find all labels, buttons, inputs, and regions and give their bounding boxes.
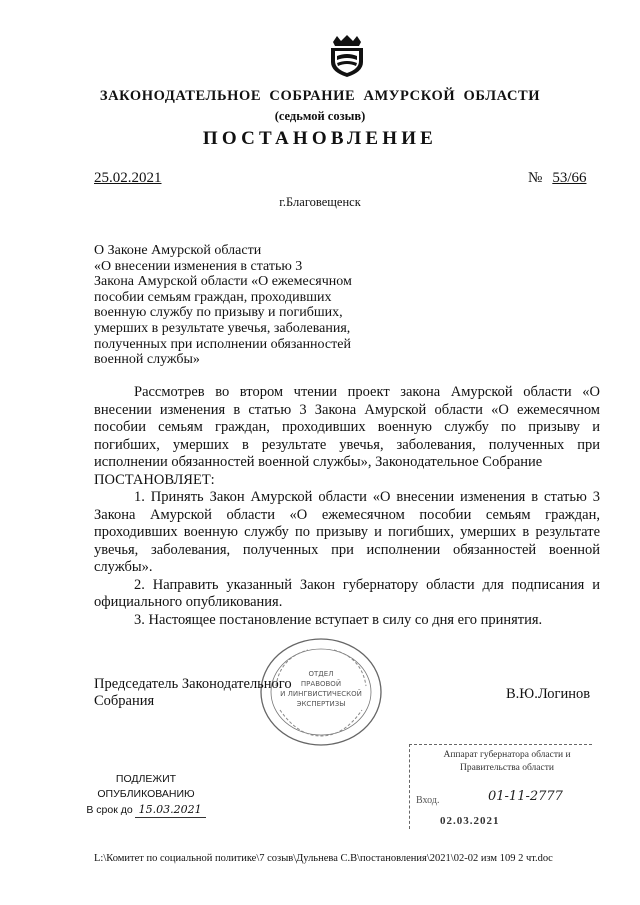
number-prefix: № [528,170,543,186]
subject-line: О Законе Амурской области [94,243,262,258]
city: г.Благовещенск [279,195,361,209]
subject-line: полученных при исполнении обязанностей [94,336,351,352]
publication-line-1: ПОДЛЕЖИТ [115,773,177,785]
stamp-line: ЭКСПЕРТИЗЫ [296,700,346,708]
received-stamp-line-1: Аппарат губернатора области и [443,750,571,760]
resolution-date: 25.02.2021 [94,170,162,186]
body-item-3: 3. Настоящее постановление вступает в силу со дня его принятия. [134,611,543,628]
received-date: 02.03.2021 [440,815,500,827]
amur-region-coat-of-arms-icon [327,34,367,78]
resolution-number [528,170,586,187]
body-item-1: 1. Принять Закон Амурской области «О внесении изменения в статью 3 Закона Амурской области «О ежемесячном пособии семьям граждан, проходивших военную службу по призыву и погибших, умерших в результате увечья, заболевания, полученных при исполнении обязанностей военной службы». [94,489,600,575]
signature-title [94,676,292,710]
organization-name: ЗАКОНОДАТЕЛЬНОЕ СОБРАНИЕ АМУРСКОЙ ОБЛАСТИ [99,88,541,104]
deadline-value: 15.03.2021 [135,802,206,818]
stamp-line: ПРАВОВОЙ [300,680,342,688]
document-type-title: ПОСТАНОВЛЕНИЕ [202,128,438,149]
body-intro: Рассмотрев во втором чтении проект закона Амурской области «О внесении изменения в статью 3 Закона Амурской области «О ежемесячном пособии семьям граждан, проходивших военную службу по призыву и погибших, умерших в результате увечья, заболевания, полученных при исполнении обязанностей военной службы», Законодательное Собрание [94,384,600,470]
received-stamp [409,744,592,829]
subject-line: умерших в результате увечья, заболевания, [94,320,351,336]
body-resolves: ПОСТАНОВЛЯЕТ: [94,471,215,488]
publication-line-2: ОПУБЛИКОВАНИЮ [97,788,195,800]
deadline-label: В срок до [86,804,133,816]
received-stamp-header [422,749,592,775]
subject-line: «О внесении изменения в статью 3 [94,258,303,274]
stamp-line: ОТДЕЛ [308,670,334,678]
stamp-line: И ЛИНГВИСТИЧЕСКОЙ [280,690,362,698]
subject-line: военную службу по призыву и погибших, [94,305,343,321]
signature-line-1: Председатель Законодательного [94,676,292,692]
resolution-body [94,384,600,629]
subject-line: Закона Амурской области «О ежемесячном [94,274,352,290]
subject-line: военной службы» [94,352,200,368]
convocation: (седьмой созыв) [274,109,366,123]
body-item-2: 2. Направить указанный Закон губернатору области для подписания и официального опубликования. [94,576,600,610]
publication-note [86,772,206,818]
resolution-subject [94,243,394,368]
number-value: 53/66 [552,170,587,186]
subject-line: пособии семьям граждан, проходивших [94,289,332,305]
received-stamp-line-2: Правительства области [460,763,554,773]
incoming-label: Вход. [416,795,440,806]
signatory-name: В.Ю.Логинов [506,686,591,702]
file-path: L:\Комитет по социальной политике\7 созыв\Дульнева С.В\постановления\2021\02-02 изм 109 2 чт.doc [94,853,553,864]
incoming-number: 01-11-2777 [488,789,563,804]
signature-line-2: Собрания [94,693,155,709]
